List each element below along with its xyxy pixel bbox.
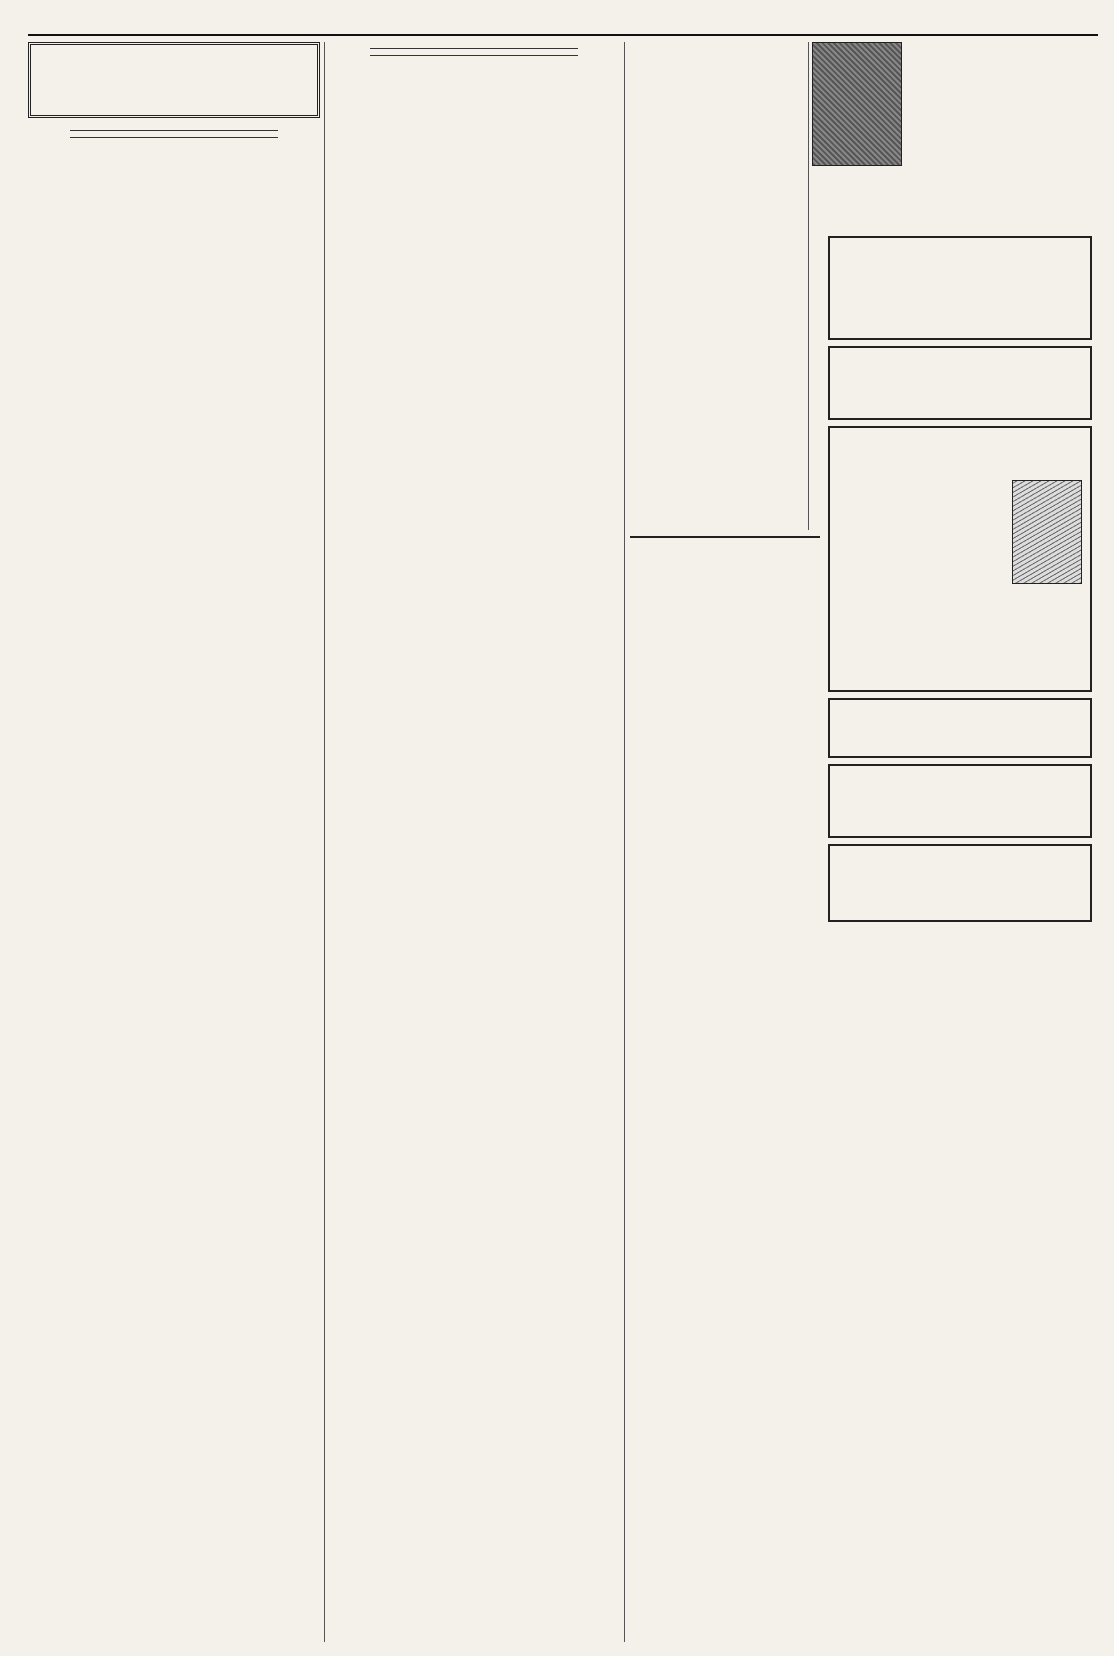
column-3-top bbox=[630, 42, 806, 530]
post-bag-banner bbox=[28, 42, 320, 118]
ad-gabites-outfitter bbox=[828, 426, 1092, 692]
running-head bbox=[28, 10, 1098, 36]
ad-fred-kinge-printer bbox=[828, 346, 1092, 420]
ad-dollan-bootmaker bbox=[828, 764, 1092, 838]
ad-gridiron-hotel bbox=[828, 928, 1092, 1048]
ad-careys-store bbox=[828, 236, 1092, 340]
ad-rotherfield-hotel bbox=[828, 844, 1092, 922]
column-4-lower bbox=[828, 1052, 1092, 1644]
ad-kinge-description bbox=[830, 352, 1090, 354]
ad-king-george-hotel bbox=[906, 42, 1092, 230]
column-2 bbox=[330, 42, 618, 1644]
column-3-lower bbox=[630, 608, 822, 1644]
gabites-portrait-image bbox=[1012, 480, 1082, 584]
column-1 bbox=[30, 124, 318, 1644]
hotel-engraving bbox=[812, 42, 902, 166]
ad-storeys-hotel bbox=[828, 698, 1092, 758]
prohibition-title-block bbox=[630, 544, 822, 604]
